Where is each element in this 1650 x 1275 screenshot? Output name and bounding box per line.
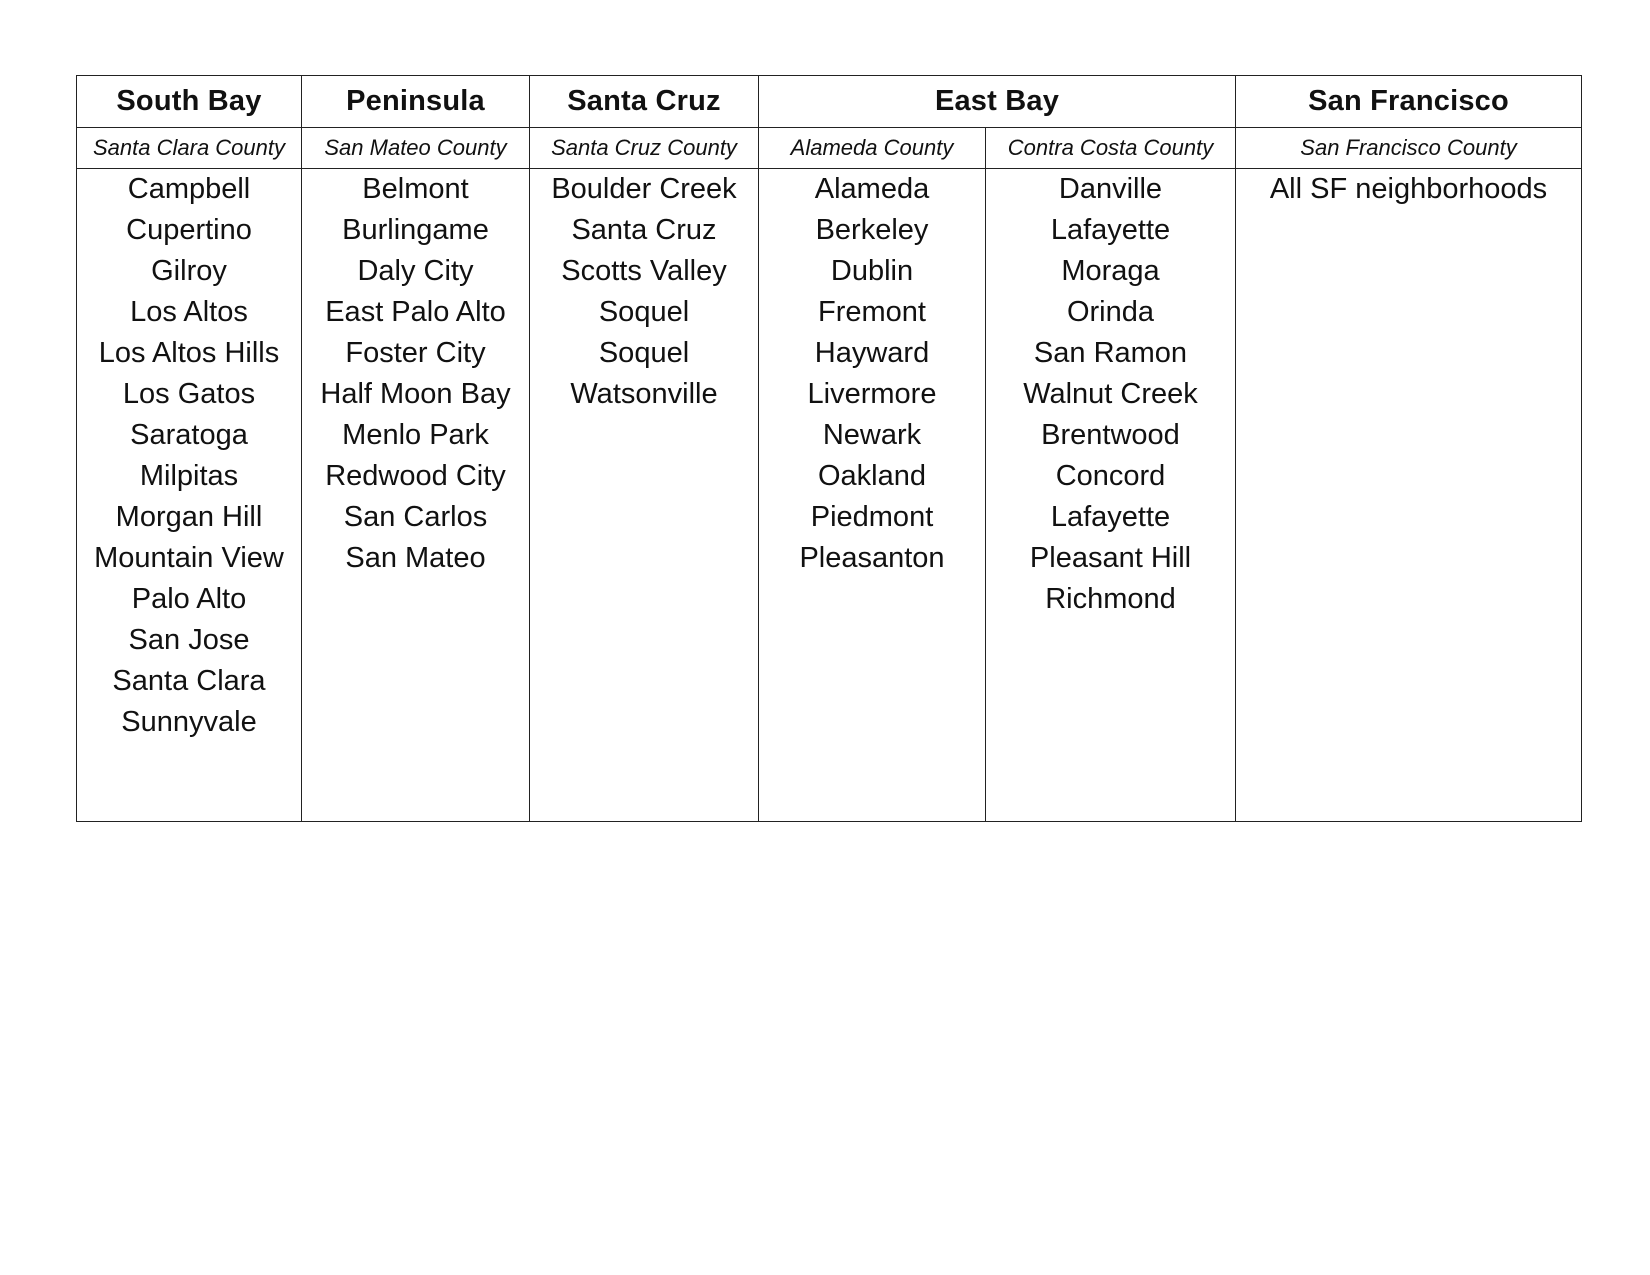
county-header-san-francisco: San Francisco County	[1236, 128, 1582, 169]
region-header-san-francisco: San Francisco	[1236, 76, 1582, 128]
city-item: East Palo Alto	[325, 296, 506, 328]
cities-cell-santa-clara	[77, 169, 302, 822]
city-item: Palo Alto	[131, 583, 247, 615]
region-header-south-bay: South Bay	[77, 76, 302, 128]
city-list	[1236, 169, 1581, 210]
city-item: Los Altos	[130, 296, 248, 328]
city-item: Lafayette	[1050, 214, 1171, 246]
county-header-santa-clara: Santa Clara County	[77, 128, 302, 169]
city-item: Los Altos Hills	[98, 337, 280, 369]
city-item: Fremont	[818, 296, 926, 328]
city-item: Scotts Valley	[561, 255, 727, 287]
county-header-alameda: Alameda County	[759, 128, 986, 169]
county-header-san-mateo: San Mateo County	[302, 128, 530, 169]
city-item: Richmond	[1045, 583, 1176, 615]
city-item: Piedmont	[810, 501, 934, 533]
city-item: Soquel	[598, 337, 690, 369]
city-item: San Ramon	[1033, 337, 1188, 369]
city-item: Mountain View	[94, 542, 284, 574]
city-item: Belmont	[362, 173, 469, 205]
city-item: Sunnyvale	[121, 706, 257, 738]
city-item: Santa Clara	[112, 665, 266, 697]
city-item: Walnut Creek	[1023, 378, 1198, 410]
cities-cell-santa-cruz	[530, 169, 759, 822]
city-list-row	[77, 169, 1582, 822]
city-item: Lafayette	[1050, 501, 1171, 533]
city-item: Moraga	[1061, 255, 1160, 287]
city-item: Half Moon Bay	[320, 378, 511, 410]
city-item: Menlo Park	[342, 419, 489, 451]
city-item: Concord	[1055, 460, 1166, 492]
city-item: Danville	[1058, 173, 1163, 205]
city-item: Oakland	[817, 460, 926, 492]
city-item: Pleasanton	[799, 542, 945, 574]
city-list	[302, 169, 529, 579]
city-item: Burlingame	[342, 214, 489, 246]
region-header-row	[77, 76, 1582, 128]
region-header-peninsula: Peninsula	[302, 76, 530, 128]
city-item: Redwood City	[325, 460, 506, 492]
city-item: Dublin	[830, 255, 914, 287]
city-item: San Jose	[128, 624, 250, 656]
city-item: Cupertino	[126, 214, 252, 246]
city-item: Newark	[822, 419, 922, 451]
city-item: Daly City	[357, 255, 474, 287]
city-list	[986, 169, 1235, 620]
city-item: Brentwood	[1041, 419, 1180, 451]
city-list	[77, 169, 301, 743]
county-header-santa-cruz: Santa Cruz County	[530, 128, 759, 169]
city-item: Morgan Hill	[115, 501, 263, 533]
cities-cell-contra-costa	[986, 169, 1236, 822]
county-header-row	[77, 128, 1582, 169]
cities-cell-san-francisco	[1236, 169, 1582, 822]
city-item: Alameda	[814, 173, 930, 205]
city-item: Saratoga	[130, 419, 248, 451]
cities-cell-alameda	[759, 169, 986, 822]
city-item: Los Gatos	[122, 378, 256, 410]
city-item: San Mateo	[345, 542, 486, 574]
city-item: Gilroy	[151, 255, 227, 287]
city-list	[530, 169, 758, 415]
city-item: Campbell	[127, 173, 251, 205]
city-list	[759, 169, 985, 579]
county-header-contra-costa: Contra Costa County	[986, 128, 1236, 169]
region-header-east-bay: East Bay	[759, 76, 1236, 128]
regions-table	[76, 75, 1582, 822]
city-item: Milpitas	[139, 460, 239, 492]
city-item: Hayward	[814, 337, 930, 369]
city-item: Foster City	[345, 337, 486, 369]
city-item: All SF neighborhoods	[1269, 173, 1548, 205]
city-item: Orinda	[1066, 296, 1155, 328]
city-item: Pleasant Hill	[1029, 542, 1192, 574]
city-item: Soquel	[598, 296, 690, 328]
city-item: Boulder Creek	[551, 173, 737, 205]
city-item: Berkeley	[815, 214, 929, 246]
city-item: San Carlos	[343, 501, 488, 533]
region-header-santa-cruz: Santa Cruz	[530, 76, 759, 128]
cities-cell-san-mateo	[302, 169, 530, 822]
city-item: Santa Cruz	[571, 214, 717, 246]
city-item: Livermore	[807, 378, 937, 410]
city-item: Watsonville	[570, 378, 718, 410]
